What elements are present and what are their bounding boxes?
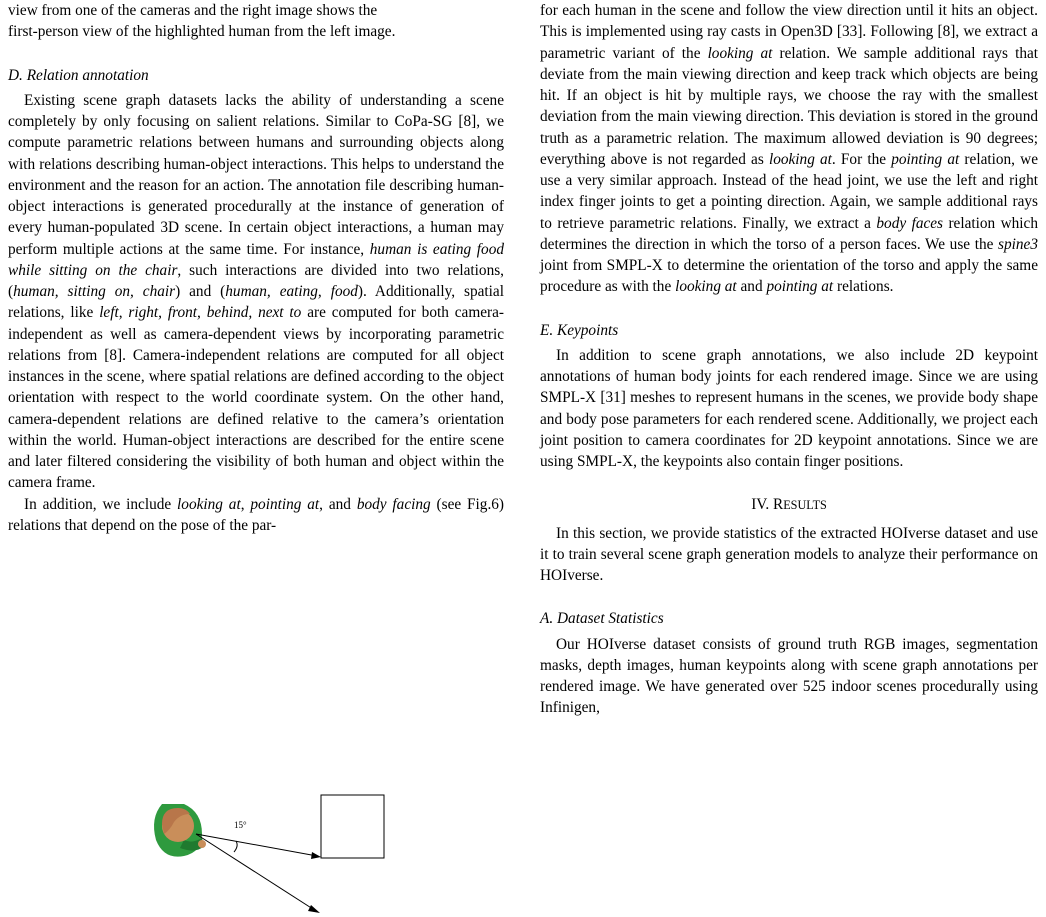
angle-arc xyxy=(234,841,237,852)
text-run: relations. xyxy=(833,278,894,296)
human-hand xyxy=(198,840,206,848)
italic-term: human is eating food while sitting on the chair xyxy=(8,240,504,279)
target-object-box xyxy=(321,795,384,858)
text-run: relation. We sample additional rays that deviate from the main viewing direction and keep track which objects are being hit. If an object is hit by multiple rays, we choose the ray with the smallest deviation from the main viewing direction. This deviation is stored in the ground truth as a parametric relation. The maximum allowed deviation is 90 degrees; everything above is not regarded as xyxy=(540,44,1039,168)
italic-term: looking at xyxy=(177,495,241,513)
italic-term: human, sitting on, chair xyxy=(13,283,176,300)
text-run: , xyxy=(240,495,251,513)
text-run: and xyxy=(736,278,767,296)
italic-term: looking at xyxy=(768,150,832,168)
text-run: ) and ( xyxy=(175,283,226,300)
text-run: relation, we use a very similar approach. Instead of the head joint, we use the left and right index finger joints to get a pointing direction. Again, we sample additional rays to retrieve parametric relations. Finally, we extract a xyxy=(540,150,1038,232)
section-a-paragraph: Our HOIverse dataset consists of ground truth RGB images, segmentation masks, depth images, human keypoints along with scene graph annotations per rendered image. We have generated over 525 indoor scenes procedurally using Infinigen, xyxy=(540,635,1038,717)
italic-term: pointing at xyxy=(250,495,320,513)
view-ray-arrowhead xyxy=(311,852,321,859)
section-e-paragraph: In addition to scene graph annotations, we also include 2D keypoint annotations of human body joints for each rendered image. Since we are using SMPL-X [31] meshes to represent humans in the scenes, we provide body shape and body pose parameters for each rendered scene. Additionally, we project each joint position to camera coordinates for 2D keypoint annotations. Since we are using SMPL-X, the keypoints also contain finger positions. xyxy=(540,346,1038,470)
section-e-heading: E. Keypoints xyxy=(540,321,619,339)
text-run: joint from SMPL-X to determine the orientation of the torso and apply the same procedure as with the xyxy=(540,257,1038,296)
text-run: relation which determines the direction in which the torso of a person faces. We use the xyxy=(540,214,1038,253)
figure-caption-fragment xyxy=(8,0,504,43)
body-facing-ray xyxy=(196,834,316,911)
caption-line-2: first-person view of the highlighted human from the left image. xyxy=(8,23,396,41)
section-d-paragraph-2 xyxy=(8,494,504,537)
text-run: In addition, we include xyxy=(24,495,178,513)
italic-term: looking at xyxy=(707,44,773,62)
italic-term: body facing xyxy=(356,495,431,513)
text-run: . For the xyxy=(831,150,892,168)
body-facing-arrowhead xyxy=(308,905,320,913)
view-ray-to-object xyxy=(196,834,317,856)
text-run: , such interactions are divided into two relations, ( xyxy=(8,261,504,300)
section-iv-numeral: IV. xyxy=(751,496,770,514)
italic-term: pointing at xyxy=(766,278,834,296)
italic-term: looking at xyxy=(675,278,737,296)
section-iv-heading xyxy=(540,494,1038,516)
text-run: , and xyxy=(319,495,357,513)
italic-term: human, eating, food xyxy=(225,283,358,300)
right-column xyxy=(540,0,1038,719)
section-iv-paragraph: In this section, we provide statistics of the extracted HOIverse dataset and use it to train several scene graph generation models to analyze their performance on HOIverse. xyxy=(540,524,1038,584)
section-iv-title-initial: R xyxy=(773,496,784,514)
right-paragraph-top xyxy=(540,0,1038,298)
text-run: are computed for both camera-independent as well as camera-dependent views by incorporating parametric relations from [8]. Camera-independent relations are computed for all object instances in the scene, where spatial relations are defined according to the object orientation with respect to the world coordinate system. On the other hand, camera-dependent relations are defined relative to the camera’s orientation within the world. Human-object interactions are described for the entire scene and later filtered considering the visibility of both human and object within the camera frame. xyxy=(8,304,504,492)
body-facing-figure xyxy=(140,788,400,917)
section-d-heading: D. Relation annotation xyxy=(8,66,149,84)
italic-term: left, right, front, behind, next to xyxy=(99,304,302,322)
italic-term: spine3 xyxy=(998,235,1038,253)
italic-term: body faces xyxy=(876,214,944,232)
angle-label: 15° xyxy=(234,820,247,830)
section-iv-title-rest: ESULTS xyxy=(783,498,827,513)
italic-term: pointing at xyxy=(891,150,960,168)
text-run: for each human in the scene and follow the view direction until it hits an object. This is implemented using ray casts in Open3D [33]. Following [8], we extract a parametric variant of the xyxy=(540,2,1038,62)
section-d-paragraph-1 xyxy=(8,90,504,494)
human-top-view-icon xyxy=(154,804,206,857)
text-run: ). Additionally, spatial relations, like xyxy=(8,283,504,322)
text-run: Existing scene graph datasets lacks the ability of understanding a scene completely by only focusing on salient relations. Similar to CoPa-SG [8], we compute parametric relations between humans and surrounding objects along with relations describing human-object interactions. This helps to understand the environment and the reason for an action. The annotation file describing human-object interactions is generated procedurally at the instance of generation of every human-populated 3D scene. In certain object interactions, a human may perform multiple actions at the same time. For instance, xyxy=(8,91,504,258)
text-run: (see Fig.6) relations that depend on the pose of the par- xyxy=(8,495,505,534)
caption-line-1: view from one of the cameras and the right image shows the xyxy=(8,2,378,19)
left-column xyxy=(8,0,504,536)
section-a-heading: A. Dataset Statistics xyxy=(540,610,664,628)
